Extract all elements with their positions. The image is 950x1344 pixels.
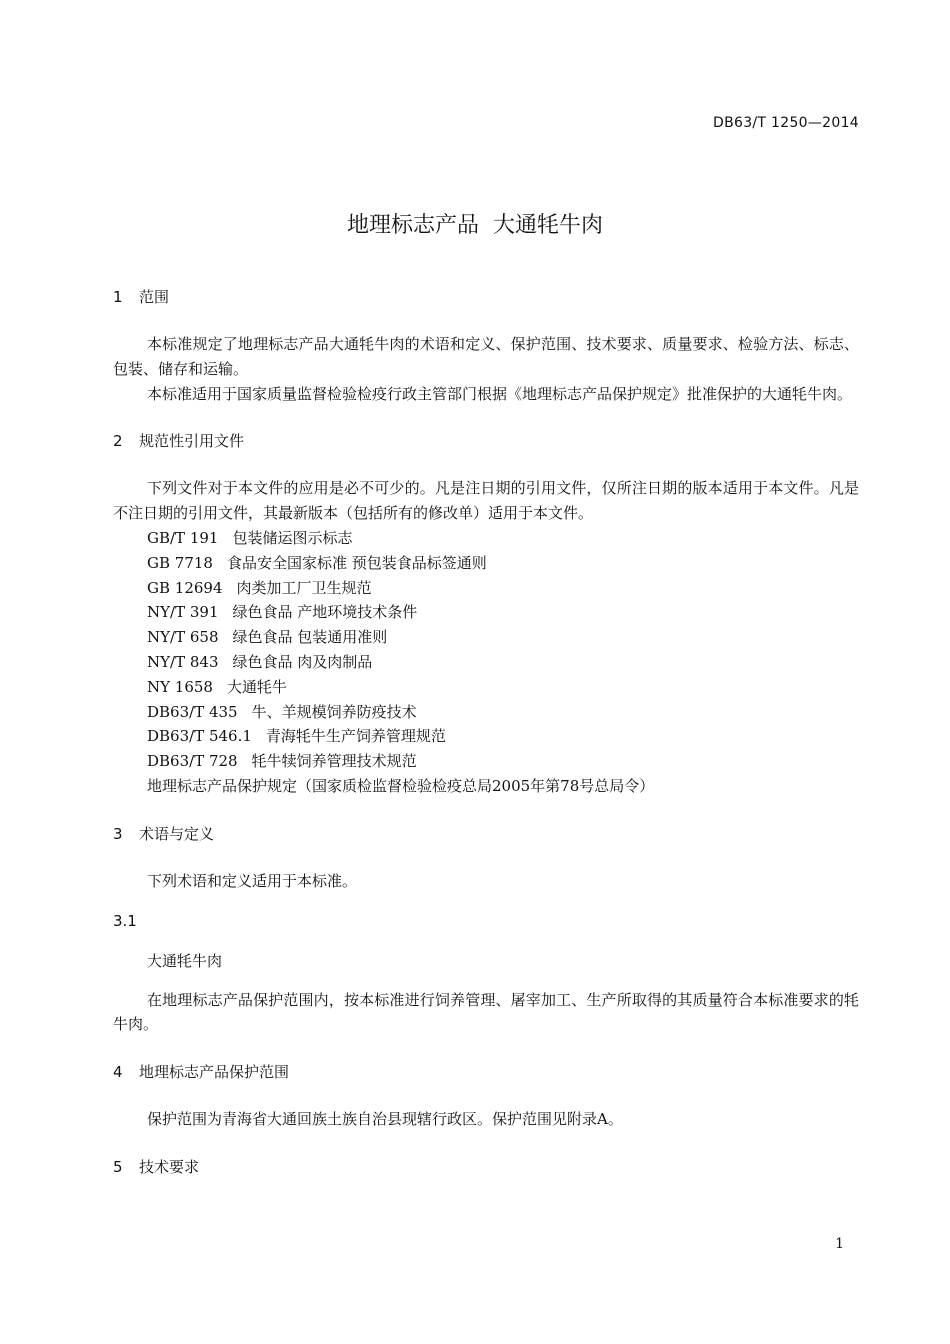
page-number: 1 — [835, 1236, 844, 1252]
section-heading-3 — [113, 821, 859, 847]
reference-code: NY/T 843 — [147, 652, 219, 671]
section-heading-2 — [113, 428, 859, 454]
reference-item — [147, 650, 859, 675]
section-number: 4 — [113, 1063, 123, 1082]
reference-code: DB63/T 435 — [147, 702, 238, 721]
paragraph: 下列文件对于本文件的应用是必不可少的。凡是注日期的引用文件，仅所注日期的版本适用于本文件。凡是不注日期的引用文件，其最新版本（包括所有的修改单）适用于本文件。 — [113, 479, 859, 523]
section-title: 技术要求 — [139, 1157, 200, 1176]
reference-item — [147, 600, 859, 625]
paragraph: 下列术语和定义适用于本标准。 — [147, 871, 358, 890]
reference-item — [147, 675, 859, 700]
term-definition: 在地理标志产品保护范围内，按本标准进行饲养管理、屠宰加工、生产所取得的其质量符合本标准要求的牦牛肉。 — [113, 990, 859, 1034]
section-number: 2 — [113, 432, 123, 451]
reference-name: 牦牛犊饲养管理技术规范 — [251, 752, 417, 771]
section-title: 范围 — [139, 288, 170, 306]
reference-item — [147, 625, 859, 650]
reference-code: DB63/T 728 — [147, 752, 238, 771]
section-title: 地理标志产品保护范围 — [139, 1063, 290, 1082]
reference-name: 绿色食品 包装通用准则 — [232, 628, 388, 647]
section-number: 1 — [113, 288, 123, 306]
reference-name: 食品安全国家标准 预包装食品标签通则 — [226, 553, 487, 572]
reference-code: NY/T 658 — [147, 628, 219, 647]
reference-item: 地理标志产品保护规定（国家质检监督检验检疫总局2005年第78号总局令） — [147, 776, 655, 795]
paragraph: 保护范围为青海省大通回族土族自治县现辖行政区。保护范围见附录A。 — [147, 1110, 623, 1129]
section-heading-5 — [113, 1154, 859, 1180]
document-body — [113, 284, 859, 1180]
paragraph: 本标准规定了地理标志产品大通牦牛肉的术语和定义、保护范围、技术要求、质量要求、检验方法、标志、包装、储存和运输。 — [113, 335, 859, 378]
term-name: 大通牦牛肉 — [147, 951, 223, 970]
reference-code: GB 12694 — [147, 578, 223, 597]
subsection-number: 3.1 — [113, 911, 137, 930]
section-number: 5 — [113, 1157, 123, 1176]
reference-item — [147, 576, 859, 601]
section-number: 3 — [113, 824, 123, 843]
reference-item — [147, 724, 859, 749]
reference-code: DB63/T 546.1 — [147, 727, 252, 746]
reference-name: 大通牦牛 — [226, 677, 287, 696]
paragraph: 本标准适用于国家质量监督检验检疫行政主管部门根据《地理标志产品保护规定》批准保护的大通牦牛肉。 — [147, 384, 853, 403]
reference-code: NY 1658 — [147, 677, 213, 696]
document-title: 地理标志产品 大通牦牛肉 — [347, 213, 603, 238]
reference-name: 绿色食品 肉及肉制品 — [232, 652, 373, 671]
reference-item — [147, 551, 859, 576]
reference-name: 绿色食品 产地环境技术条件 — [232, 603, 418, 622]
reference-item — [147, 526, 859, 551]
reference-code: NY/T 391 — [147, 603, 219, 622]
reference-name: 包装储运图示标志 — [232, 528, 353, 547]
section-heading-4 — [113, 1059, 859, 1085]
section-title: 规范性引用文件 — [139, 432, 245, 451]
reference-item — [147, 700, 859, 725]
reference-item — [147, 749, 859, 774]
reference-name: 牛、羊规模饲养防疫技术 — [251, 702, 417, 721]
reference-name: 青海牦牛生产饲养管理规范 — [265, 727, 446, 746]
reference-code: GB 7718 — [147, 553, 213, 572]
section-heading-1 — [113, 284, 859, 310]
reference-code: GB/T 191 — [147, 528, 219, 547]
section-title: 术语与定义 — [139, 824, 215, 843]
document-code: DB63/T 1250—2014 — [713, 115, 859, 131]
reference-name: 肉类加工厂卫生规范 — [236, 578, 372, 597]
